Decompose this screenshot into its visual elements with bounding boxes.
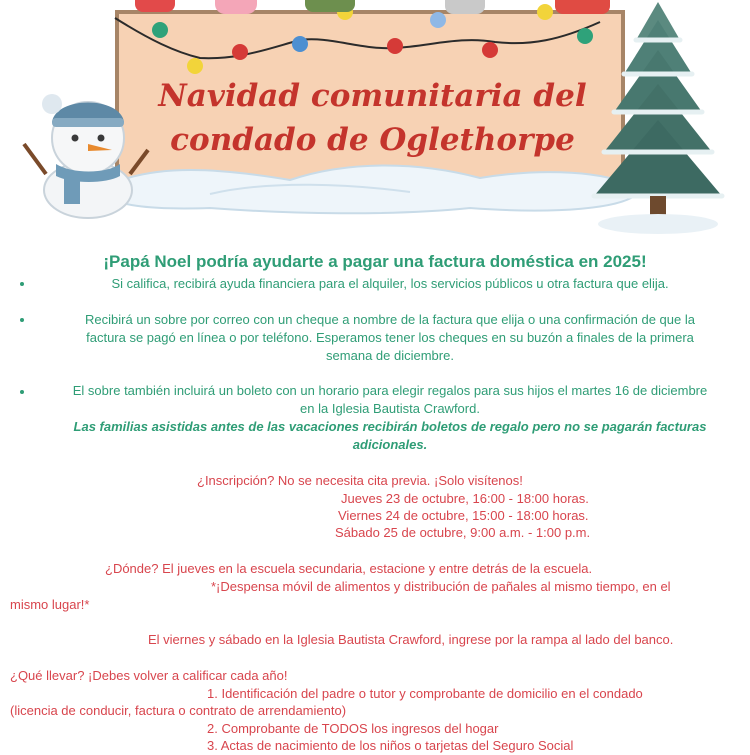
registration-date: Jueves 23 de octubre, 16:00 - 18:00 horas. xyxy=(341,491,589,506)
bullet-dot xyxy=(20,282,24,286)
bring-item-2: 2. Comprobante de TODOS los ingresos del hogar xyxy=(207,721,499,736)
bullet-2-line2: factura se pagó en línea o por teléfono. Esperamos tener los cheques en su buzón a finales de la primera xyxy=(86,330,694,345)
grinch-icon xyxy=(305,0,355,12)
gingerbread-icon xyxy=(215,0,257,14)
note-line2: adicionales. xyxy=(352,437,428,452)
note-line1: Las familias asistidas antes de las vacaciones recibirán boletos de regalo pero no se pagarán facturas xyxy=(73,419,707,434)
bring-heading: ¿Qué llevar? ¡Debes volver a calificar cada año! xyxy=(10,668,288,683)
bullet-2-line3: semana de diciembre. xyxy=(326,348,454,363)
bring-item-3: 3. Actas de nacimiento de los niños o tarjetas del Seguro Social xyxy=(207,738,574,753)
snowman-icon xyxy=(22,78,152,223)
bullet-dot xyxy=(20,390,24,394)
bullet-dot xyxy=(20,318,24,322)
where-line2: *¡Despensa móvil de alimentos y distribución de pañales al mismo tiempo, en el xyxy=(211,579,671,594)
registration-date: Viernes 24 de octubre, 15:00 - 18:00 horas. xyxy=(338,508,589,523)
headline: ¡Papá Noel podría ayudarte a pagar una factura doméstica en 2025! xyxy=(103,252,647,271)
bring-item-1-line2: (licencia de conducir, factura o contrato de arrendamiento) xyxy=(10,703,347,718)
elf-icon xyxy=(135,0,175,12)
bullet-1: Si califica, recibirá ayuda financiera para el alquiler, los servicios públicos u otra factura que elija. xyxy=(111,276,669,291)
where-line3: mismo lugar!* xyxy=(10,597,90,612)
registration-date: Sábado 25 de octubre, 9:00 a.m. - 1:00 p.m. xyxy=(335,525,591,540)
christmas-tree-icon xyxy=(580,0,730,238)
page-title-line2: condado de Oglethorpe xyxy=(170,122,575,158)
page-title xyxy=(150,74,595,162)
bring-item-1-line1: 1. Identificación del padre o tutor y comprobante de domicilio en el condado xyxy=(207,686,643,701)
page-title-line1: Navidad comunitaria del xyxy=(158,78,587,114)
bullet-3-line1: El sobre también incluirá un boleto con un horario para elegir regalos para sus hijos el martes 16 de diciembre xyxy=(72,383,708,398)
registration-heading: ¿Inscripción? No se necesita cita previa. ¡Solo visítenos! xyxy=(197,473,523,488)
reindeer-icon xyxy=(445,0,485,14)
header-banner xyxy=(0,0,750,240)
where-line1: ¿Dónde? El jueves en la escuela secundaria, estacione y entre detrás de la escuela. xyxy=(105,561,593,576)
bullet-3-line2: en la Iglesia Bautista Crawford. xyxy=(300,401,480,416)
bullet-2-line1: Recibirá un sobre por correo con un cheque a nombre de la factura que elija o una confirmación de que la xyxy=(85,312,695,327)
where-line4: El viernes y sábado en la Iglesia Bautista Crawford, ingrese por la rampa al lado del banco. xyxy=(148,632,674,647)
